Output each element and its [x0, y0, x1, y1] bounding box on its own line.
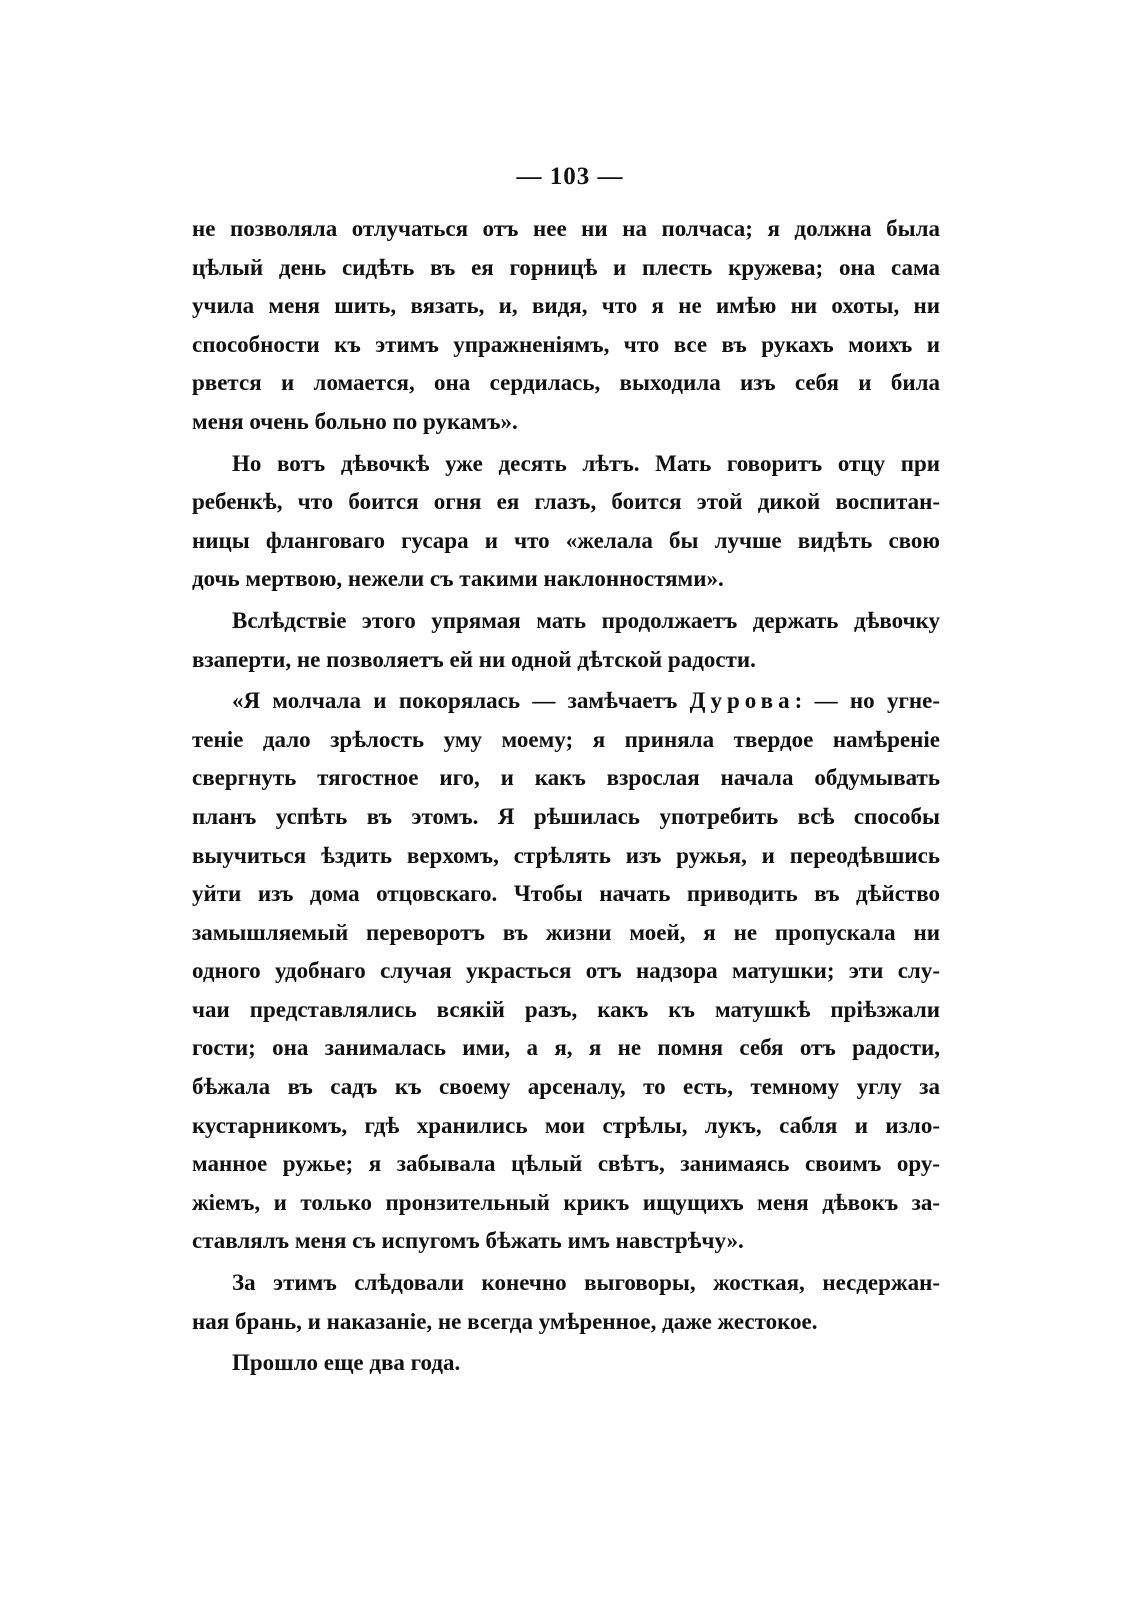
- text-line: планъ успѣть въ этомъ. Я рѣшилась употребить всѣ способы: [192, 803, 940, 829]
- paragraph: [192, 1264, 940, 1341]
- text-line: Вслѣдствіе этого упрямая мать продолжаетъ держать дѣвочку: [232, 607, 940, 633]
- text-line: ницы фланговаго гусара и что «желала бы лучше видѣть свою: [192, 527, 940, 553]
- text-line: бѣжала въ садъ къ своему арсеналу, то есть, темному углу за: [192, 1074, 940, 1100]
- text-line: жіемъ, и только пронзительный крикъ ищущихъ меня дѣвокъ за-: [192, 1189, 940, 1215]
- text-line: свергнуть тягостное иго, и какъ взрослая начала обдумывать: [192, 765, 940, 791]
- text-line: уйти изъ дома отцовскаго. Чтобы начать приводить въ дѣйство: [192, 881, 940, 907]
- text-line: замышляемый переворотъ въ жизни моей, я не пропускала ни: [192, 919, 940, 945]
- text-line: не позволяла отлучаться отъ нее ни на полчаса; я должна была: [192, 216, 940, 241]
- text-line: теніе дало зрѣлость уму моему; я приняла твердое намѣреніе: [192, 726, 940, 752]
- text-line: цѣлый день сидѣть въ ея горницѣ и плесть кружева; она сама: [192, 254, 940, 280]
- text-line: меня очень больно по рукамъ».: [192, 408, 518, 434]
- text-line: ставлялъ меня съ испугомъ бѣжать имъ навстрѣчу».: [192, 1228, 744, 1254]
- paragraph: [192, 682, 940, 1261]
- body-text: [192, 210, 940, 1383]
- text-line: манное ружье; я забывала цѣлый свѣтъ, занимаясь своимъ ору-: [192, 1151, 940, 1177]
- text-line: За этимъ слѣдовали конечно выговоры, жосткая, несдержан-: [232, 1270, 940, 1296]
- text-line: кустарникомъ, гдѣ хранились мои стрѣлы, лукъ, сабля и изло-: [192, 1112, 940, 1138]
- text-line: взаперти, не позволяетъ ей ни одной дѣтской радости.: [192, 646, 756, 672]
- text-line: Но вотъ дѣвочкѣ уже десять лѣтъ. Мать говоритъ отцу при: [232, 450, 940, 476]
- text-line: одного удобнаго случая украсться отъ надзора матушки; эти слу-: [192, 958, 940, 984]
- author-name: Дурова: [689, 688, 795, 714]
- text-line: ребенкѣ, что боится огня ея глазъ, боится этой дикой воспитан-: [192, 489, 940, 515]
- text-fragment: «Я молчала и покорялась — замѣчаетъ: [232, 688, 678, 714]
- text-line: способности къ этимъ упражненіямъ, что все въ рукахъ моихъ и: [192, 331, 940, 357]
- paragraph: [192, 1344, 940, 1383]
- paragraph: [192, 445, 940, 599]
- text-line: дочь мертвою, нежели съ такими наклонностями».: [192, 566, 724, 592]
- text-line: Прошло еще два года.: [232, 1350, 461, 1376]
- text-fragment: : — но угне-: [794, 688, 941, 714]
- text-line: [192, 682, 940, 721]
- text-line: выучиться ѣздить верхомъ, стрѣлять изъ ружья, и переодѣвшись: [192, 842, 940, 868]
- text-line: учила меня шить, вязать, и, видя, что я не имѣю ни охоты, ни: [192, 293, 940, 319]
- text-line: гости; она занималась ими, а я, я не помня себя отъ радости,: [192, 1035, 940, 1061]
- page-number: — 103 —: [516, 163, 624, 190]
- text-line: чаи представлялись всякій разъ, какъ къ матушкѣ пріѣзжали: [192, 996, 940, 1022]
- text-line: рвется и ломается, она сердилась, выходила изъ себя и била: [192, 370, 940, 396]
- paragraph: [192, 210, 940, 442]
- paragraph: [192, 602, 940, 679]
- text-line: ная брань, и наказаніе, не всегда умѣренное, даже жестокое.: [192, 1308, 818, 1334]
